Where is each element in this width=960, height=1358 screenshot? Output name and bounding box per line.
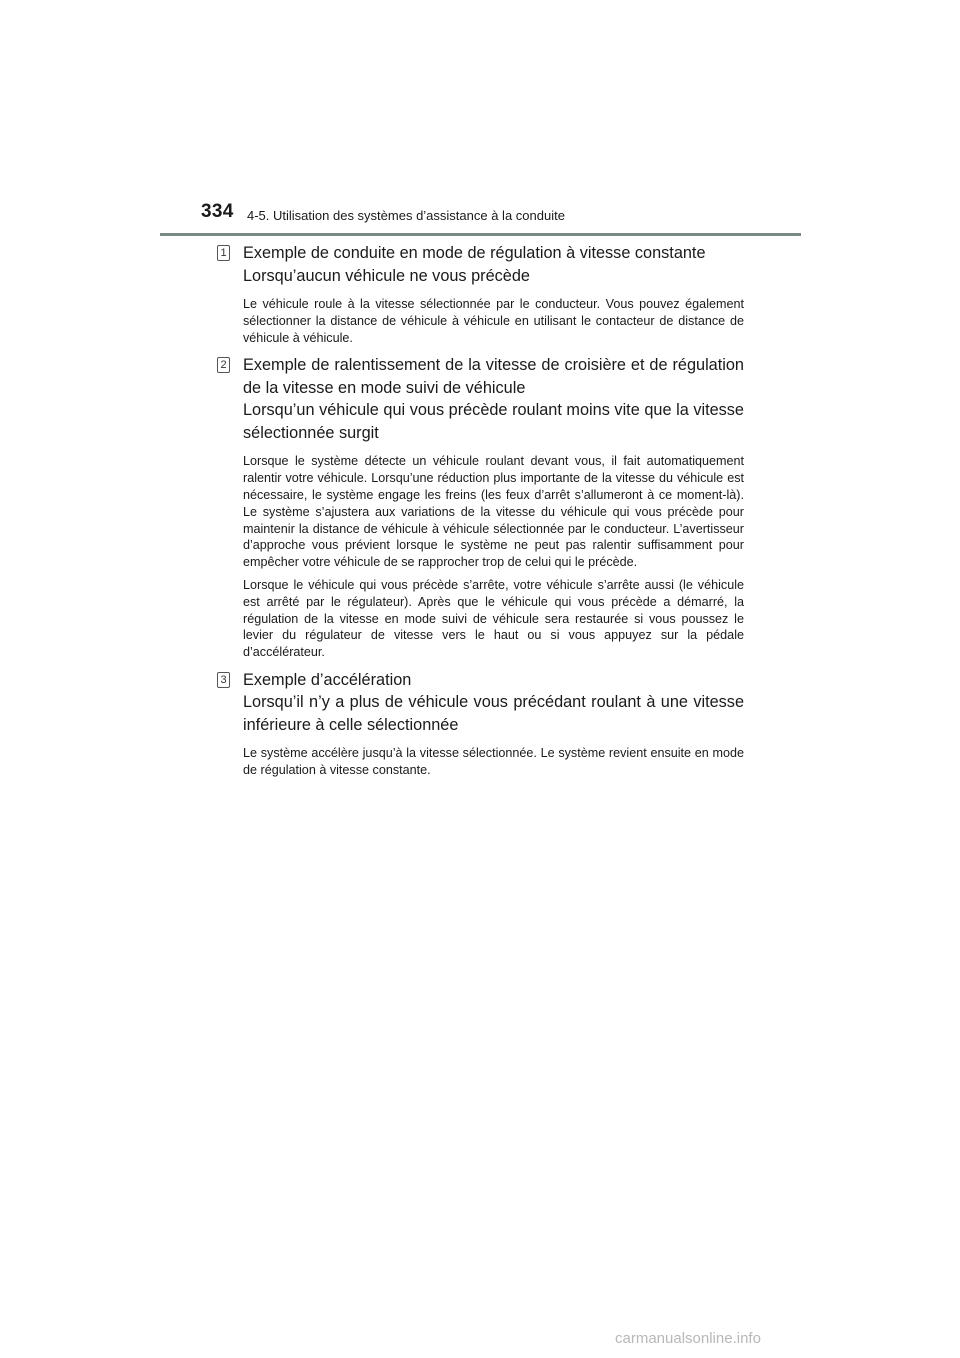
- page-content: [217, 242, 744, 787]
- item-body: Le véhicule roule à la vitesse sélectionnée par le conducteur. Vous pouvez également sélectionner la distance de véhicule à véhicule en utilisant le contacteur de distance de véhicule à véhicule.: [243, 297, 744, 345]
- item-body: Le système accélère jusqu’à la vitesse sélectionnée. Le système revient ensuite en mode de régulation à vitesse constante.: [243, 746, 744, 778]
- section-title: 4-5. Utilisation des systèmes d’assistance à la conduite: [247, 208, 565, 223]
- header-rule: [160, 233, 801, 236]
- item-body: Lorsque le système détecte un véhicule roulant devant vous, il fait automatiquement ralentir votre véhicule. Lorsqu’une réduction plus importante de la vitesse du véhicule est nécessaire, le système engage les freins (les feux d’arrêt s’allumeront à ce moment-là). Le système s’ajustera aux variations de la vitesse du véhicule qui vous précède pour maintenir la distance de véhicule à véhicule sélectionnée par le conducteur. L’avertisseur d’approche vous prévient lorsque le système ne peut pas ralentir suffisamment pour empêcher votre véhicule de se rapprocher trop de celui qui le précède.: [243, 454, 744, 570]
- list-item: [217, 354, 744, 661]
- item-body: Lorsque le véhicule qui vous précède s’arrête, votre véhicule s’arrête aussi (le véhicule est arrêté par le régulateur). Après que le véhicule qui vous précède a démarré, la régulation de la vitesse en mode suivi de véhicule sera restaurée si vous poussez le levier du régulateur de vitesse vers le haut ou si vous appuyez sur la pédale d’accélérateur.: [243, 577, 744, 660]
- item-subheading: Lorsqu’il n’y a plus de véhicule vous précédant roulant à une vitesse inférieure à celle sélectionnée: [243, 693, 744, 734]
- item-heading: Exemple de conduite en mode de régulation à vitesse constante: [243, 244, 706, 262]
- watermark: carmanualsonline.info: [615, 1330, 761, 1347]
- item-heading: Exemple d’accélération: [243, 670, 412, 689]
- item-heading: Exemple de ralentissement de la vitesse de croisière et de régulation de la vitesse en mode suivi de véhicule: [243, 356, 744, 397]
- list-item: [217, 242, 744, 346]
- item-number-badge: 1: [217, 245, 230, 261]
- list-item: [217, 669, 744, 779]
- page-number: 334: [201, 201, 234, 222]
- item-subheading: Lorsqu’un véhicule qui vous précède roulant moins vite que la vitesse sélectionnée surgit: [243, 401, 744, 442]
- item-number-badge: 2: [217, 357, 230, 373]
- item-subheading: Lorsqu’aucun véhicule ne vous précède: [243, 266, 530, 285]
- item-number-badge: 3: [217, 672, 230, 688]
